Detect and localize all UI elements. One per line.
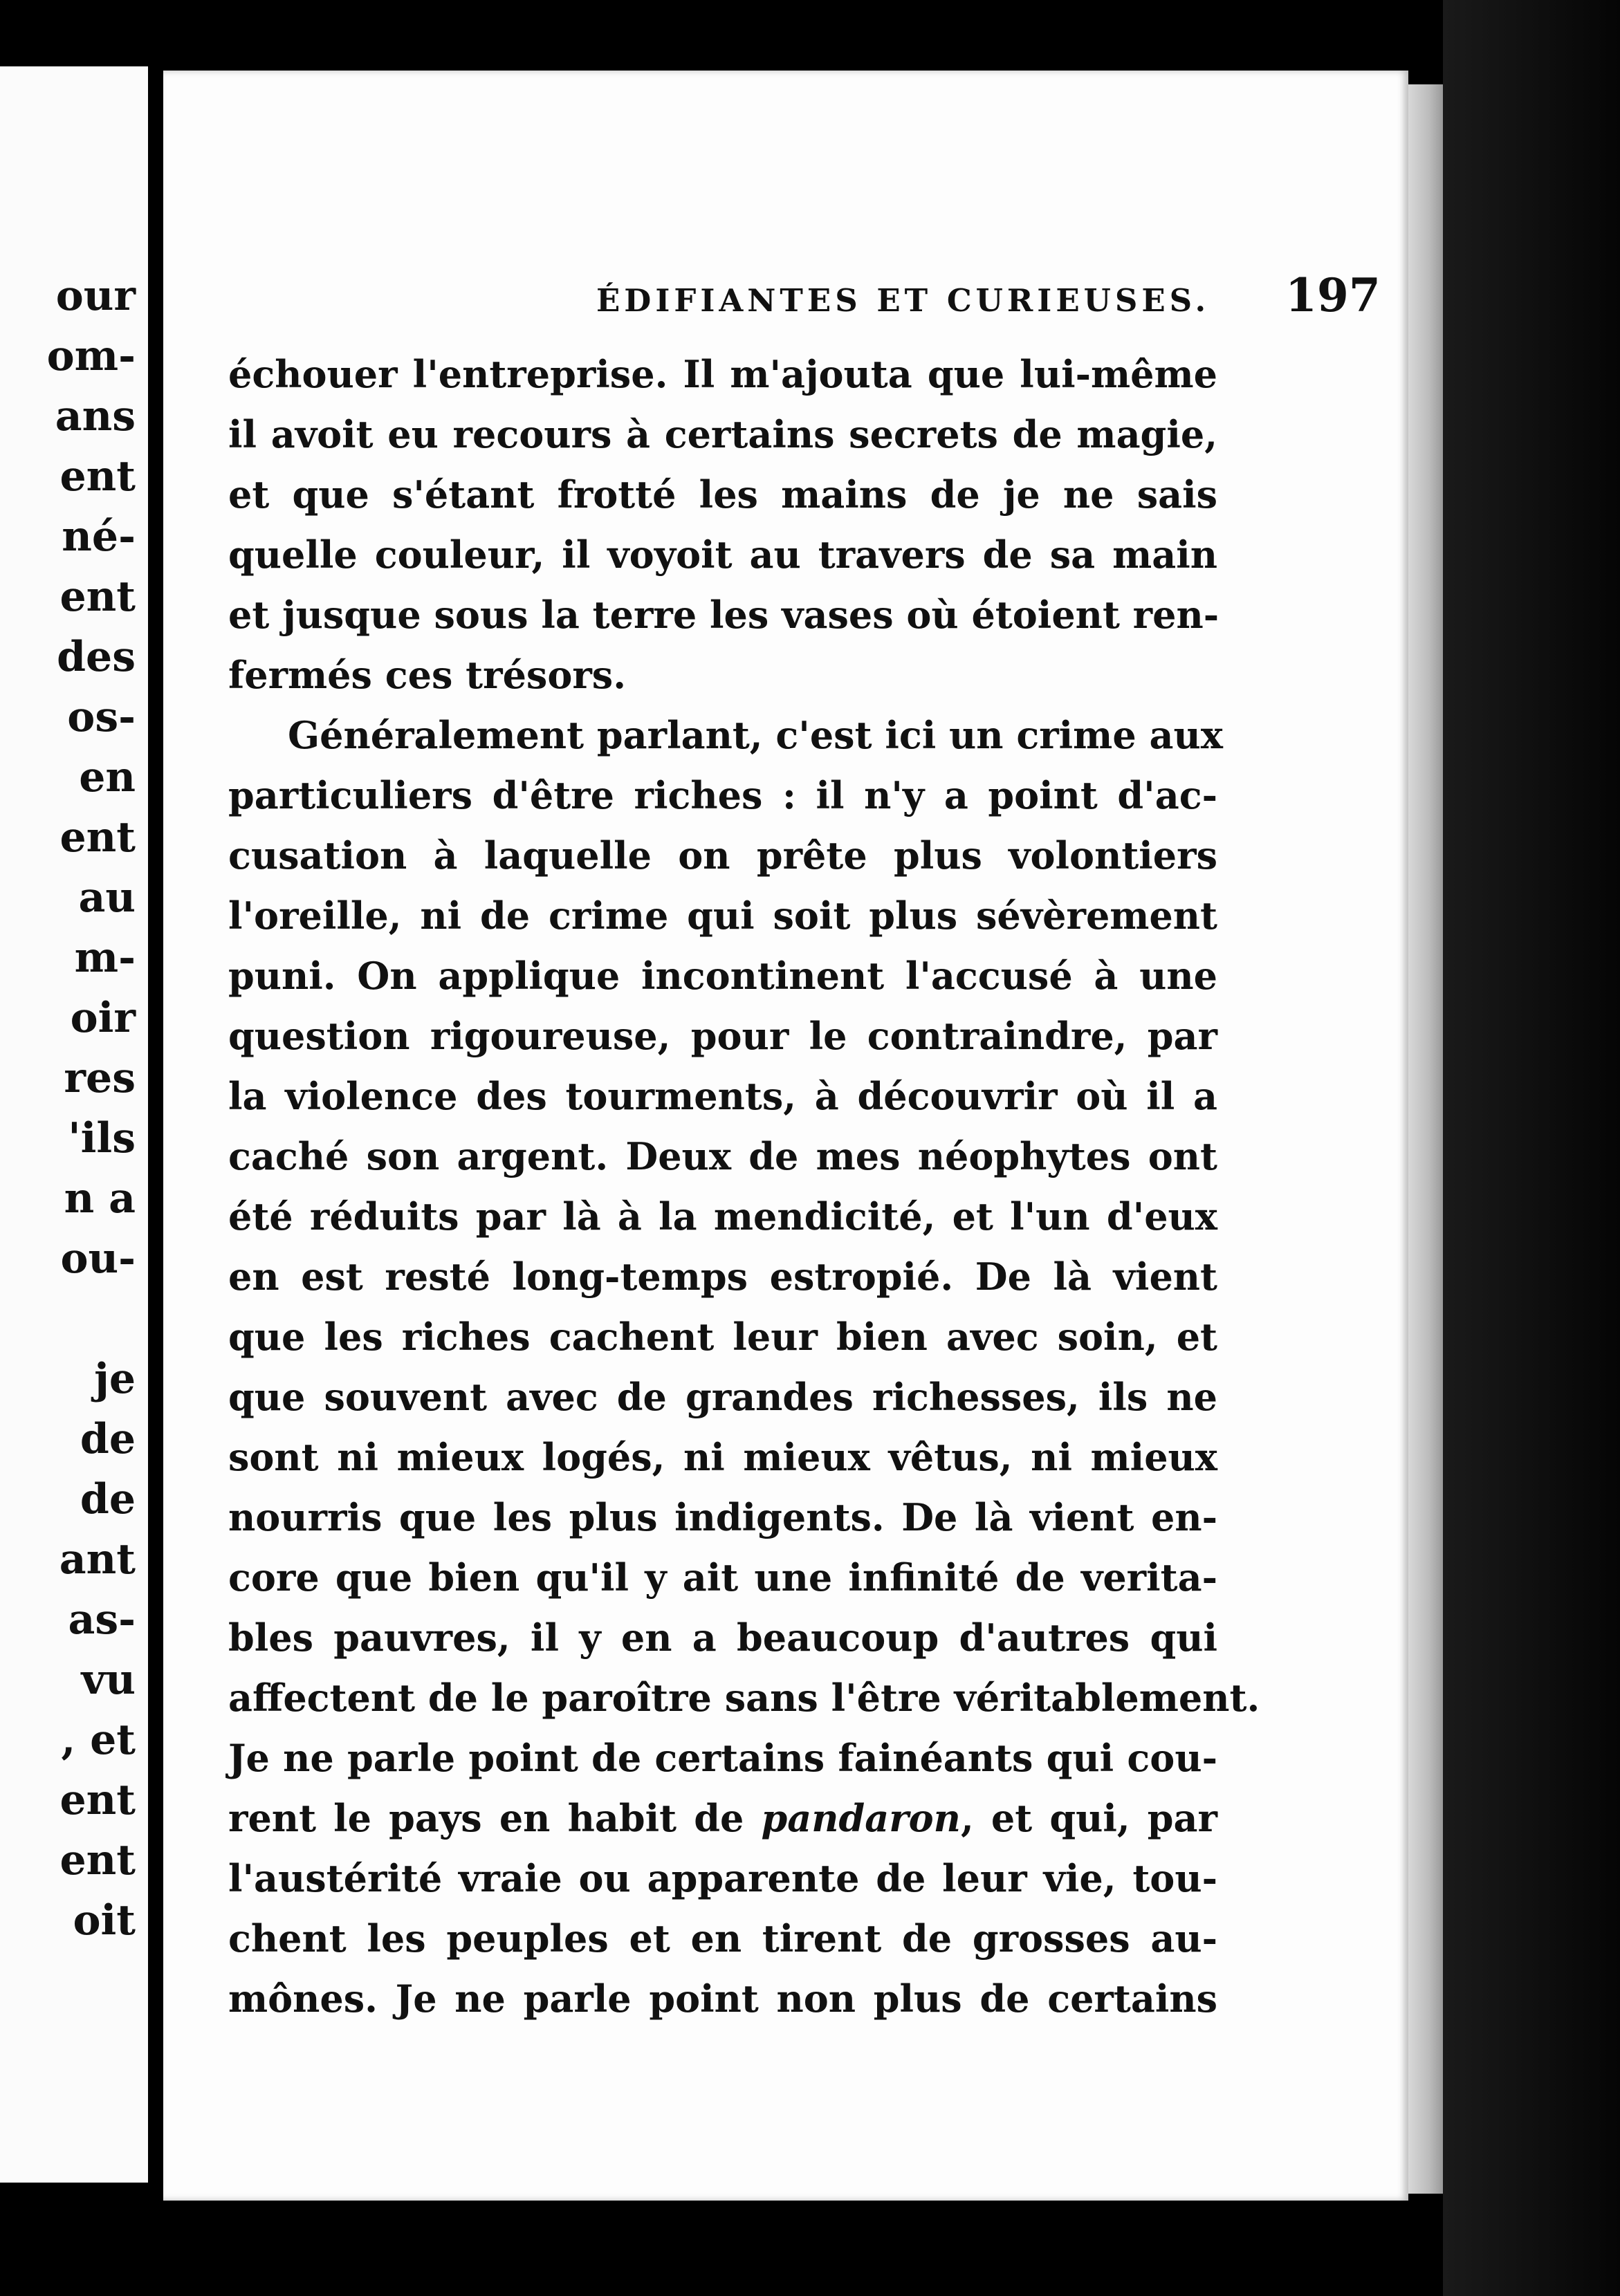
text-line: et que s'étant frotté les mains de je ne sais — [228, 472, 1217, 517]
left-page-fragment: ent — [59, 813, 136, 862]
left-page-fragment: de — [80, 1475, 136, 1524]
text-line: que les riches cachent leur bien avec soin, et — [228, 1315, 1217, 1359]
text-line: puni. On applique incontinent l'accusé à une — [228, 954, 1217, 998]
left-page-fragment: je — [94, 1355, 136, 1403]
left-page-fragment: our — [55, 272, 136, 320]
page-edge-shadow — [1408, 84, 1443, 2194]
text-line: et jusque sous la terre les vases où étoient ren- — [228, 593, 1219, 637]
text-line: en est resté long-temps estropié. De là vient — [228, 1255, 1217, 1299]
left-page-fragment: des — [57, 633, 136, 681]
page-body — [228, 344, 1260, 2029]
running-title: ÉDIFIANTES ET CURIEUSES. — [596, 282, 1211, 319]
left-page-fragment: os- — [67, 693, 136, 741]
text-line: mônes. Je ne parle point non plus de certains — [228, 1976, 1217, 2021]
left-page-fragment: as- — [68, 1595, 136, 1644]
left-page-fragment: 'ils — [68, 1114, 136, 1163]
text-line: que souvent avec de grandes richesses, ils ne — [228, 1375, 1217, 1419]
text-line: sont ni mieux logés, ni mieux vêtus, ni mieux — [228, 1435, 1217, 1479]
paragraph-first-line: Généralement parlant, c'est ici un crime aux — [288, 713, 1223, 757]
text-line: bles pauvres, il y en a beaucoup d'autres qui — [228, 1615, 1217, 1660]
text-line: échouer l'entreprise. Il m'ajouta que lui-même — [228, 352, 1217, 396]
left-page-fragment: ou- — [60, 1234, 136, 1283]
left-page-fragment: n a — [64, 1174, 136, 1223]
text-line: caché son argent. Deux de mes néophytes ont — [228, 1134, 1217, 1178]
left-page-fragment: ent — [59, 1776, 136, 1824]
left-page-fragment: ent — [59, 1836, 136, 1885]
left-page-fragment: vu — [81, 1656, 136, 1704]
text-line: fermés ces trésors. — [228, 653, 626, 697]
left-page-fragment: ant — [59, 1535, 136, 1584]
left-page-fragment: ans — [55, 392, 136, 441]
left-page-fragment: res — [64, 1054, 136, 1102]
page-number: 197 — [1285, 268, 1381, 322]
text-line: quelle couleur, il voyoit au travers de sa main — [228, 533, 1217, 577]
left-page-fragment: ent — [59, 452, 136, 501]
text-line: l'austérité vraie ou apparente de leur vie, tou- — [228, 1856, 1217, 1900]
left-page-fragment: au — [78, 873, 136, 922]
text-line: particuliers d'être riches : il n'y a point d'ac- — [228, 773, 1217, 817]
left-page-fragment: om- — [46, 332, 136, 380]
left-page-edge — [0, 66, 148, 2183]
text-line: il avoit eu recours à certains secrets de magie, — [228, 412, 1217, 456]
left-page-fragment: né- — [62, 512, 136, 561]
text-line: chent les peuples et en tirent de grosses au- — [228, 1916, 1217, 1961]
text-line: Je ne parle point de certains fainéants qui cou- — [228, 1736, 1217, 1780]
italic-term: pandaron — [761, 1796, 961, 1840]
left-page-fragment: oit — [73, 1896, 136, 1945]
text-segment: , et qui, par — [960, 1796, 1217, 1840]
left-page-fragment: , et — [61, 1716, 136, 1764]
text-line: affectent de le paroître sans l'être véritablement. — [228, 1676, 1260, 1720]
left-page-fragment: m- — [74, 934, 136, 982]
text-line: l'oreille, ni de crime qui soit plus sévèrement — [228, 894, 1217, 938]
left-page-fragment: en — [79, 753, 136, 802]
text-line: nourris que les plus indigents. De là vient en- — [228, 1495, 1217, 1539]
left-page-fragment: ent — [59, 573, 136, 621]
book-page — [163, 71, 1408, 2201]
left-page-fragment: oir — [70, 994, 136, 1042]
text-segment: rent le pays en habit de — [228, 1796, 744, 1840]
scan-background-right — [1443, 0, 1620, 2296]
text-line: la violence des tourments, à découvrir où il a — [228, 1074, 1217, 1118]
left-page-fragment: de — [80, 1415, 136, 1463]
text-line-with-italic — [228, 1788, 1217, 1849]
text-line: core que bien qu'il y ait une infinité de verita- — [228, 1555, 1217, 1600]
text-line: question rigoureuse, pour le contraindre, par — [228, 1014, 1217, 1058]
text-line: cusation à laquelle on prête plus volontiers — [228, 833, 1217, 878]
text-line: été réduits par là à la mendicité, et l'un d'eux — [228, 1194, 1217, 1239]
